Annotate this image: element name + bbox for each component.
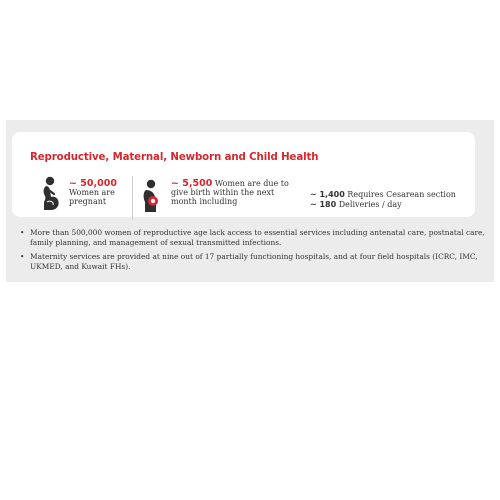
bullet-icon: • <box>20 228 25 237</box>
due-number: ~ 5,500 <box>171 178 213 189</box>
pregnant-label: Women are pregnant <box>69 188 115 206</box>
due-stat <box>171 179 301 206</box>
cesarean-stat <box>310 190 456 200</box>
bullet-list <box>18 228 488 276</box>
pregnant-woman-icon <box>39 176 65 212</box>
pregnant-number: ~ 50,000 <box>69 178 117 189</box>
deliveries-stat <box>310 200 456 210</box>
deliveries-number: ~ 180 <box>310 200 337 209</box>
section-title: Reproductive, Maternal, Newborn and Child Health <box>30 152 319 163</box>
breakdown-stats <box>310 190 456 210</box>
stats-card <box>12 132 475 217</box>
bullet-icon: • <box>20 251 25 261</box>
list-item <box>18 228 488 249</box>
rmnch-panel <box>6 120 494 282</box>
bullet-text: More than 500,000 women of reproductive age lack access to essential services including antenatal care, postnatal care, family planning, and management of sexual transmitted infections. <box>30 228 485 248</box>
mother-with-baby-icon <box>142 179 166 213</box>
divider <box>132 176 133 220</box>
bullet-text: Maternity services are provided at nine out of 17 partially functioning hospitals, and at four field hospitals (ICRC, IMC, UKMED, and Kuwait FHs). <box>30 251 478 272</box>
pregnant-stat <box>69 179 133 206</box>
cesarean-number: ~ 1,400 <box>310 190 345 199</box>
list-item <box>18 252 488 273</box>
cesarean-label: Requires Cesarean section <box>347 190 456 199</box>
due-label: Women are due to give birth within the next month including <box>171 179 289 206</box>
deliveries-label: Deliveries / day <box>338 200 402 209</box>
